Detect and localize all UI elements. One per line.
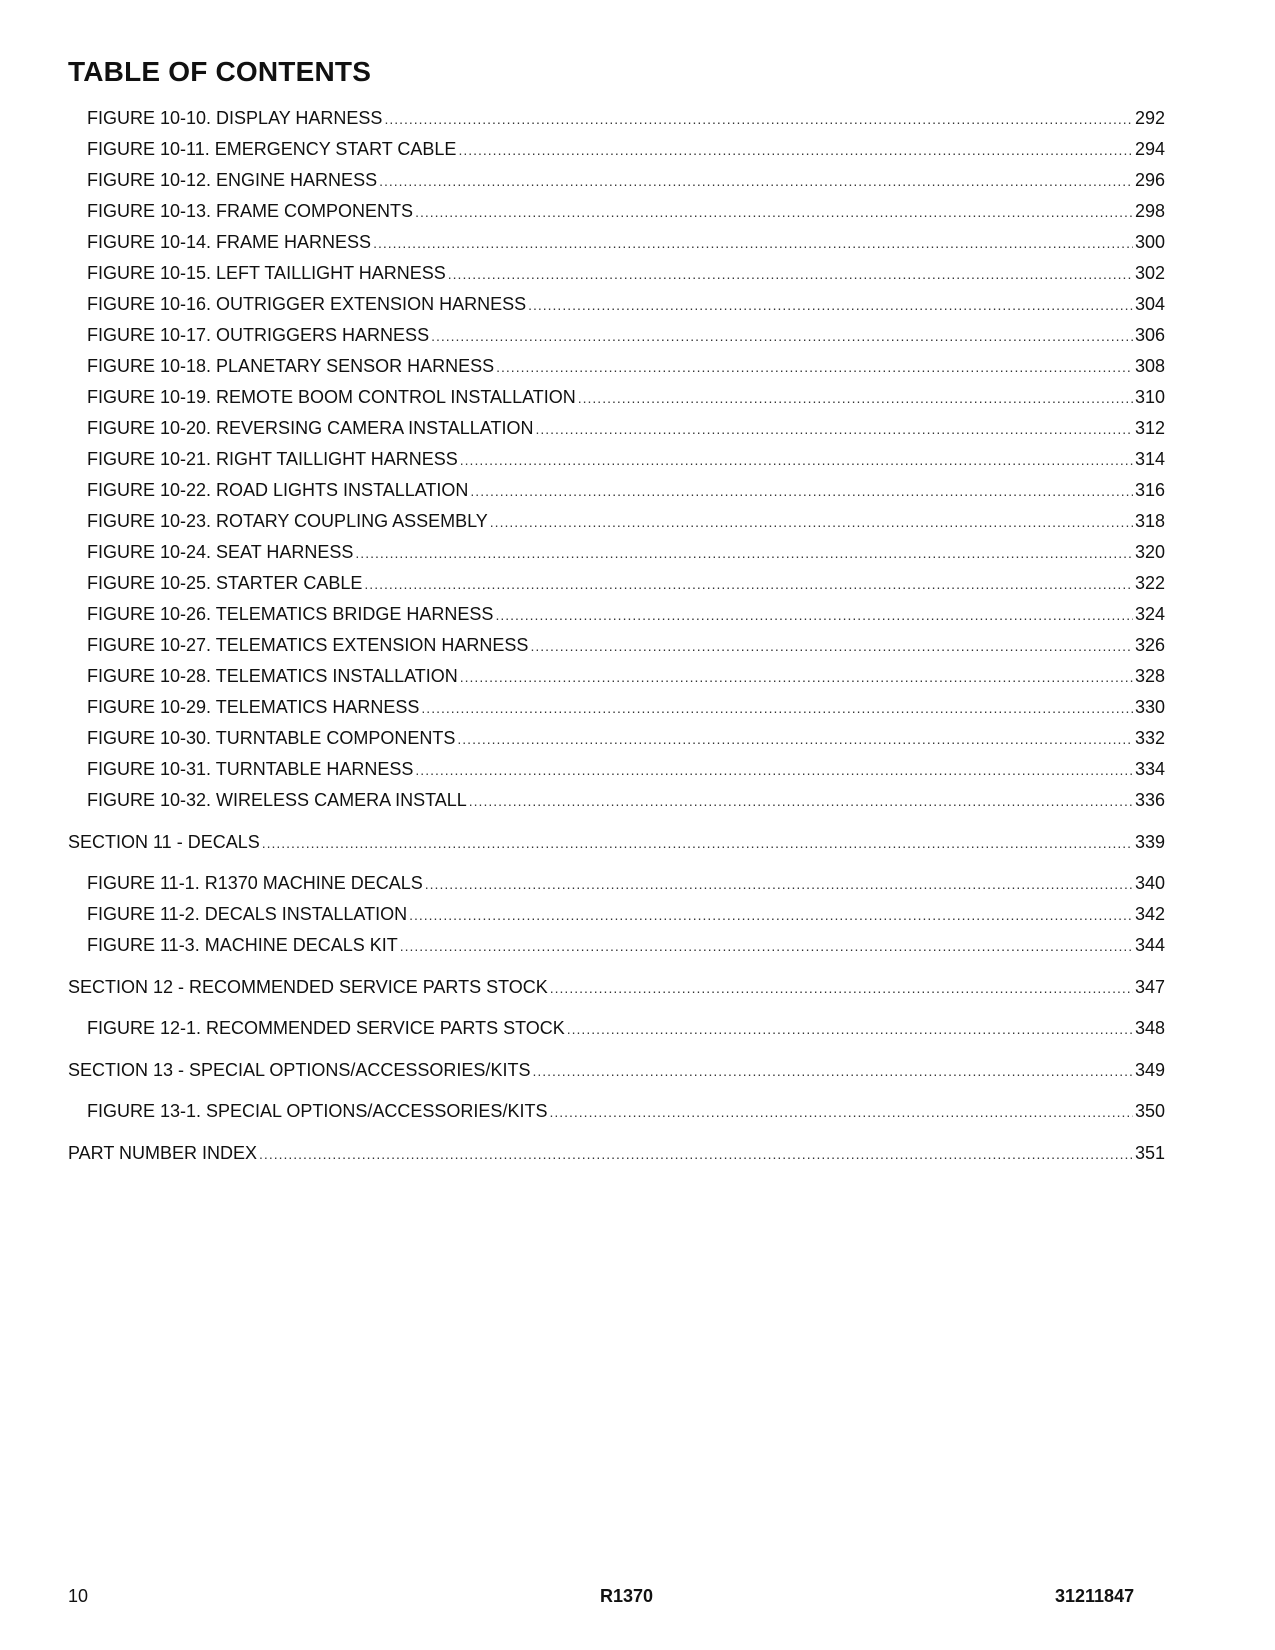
toc-section[interactable] [68,975,1165,1000]
toc-entry-label: FIGURE 10-14. FRAME HARNESS [87,232,372,252]
toc-section[interactable] [68,1141,1165,1166]
footer-model: R1370 [600,1586,654,1606]
toc-entry-label: FIGURE 10-32. WIRELESS CAMERA INSTALL [87,790,467,810]
toc-entry-page: 326 [1134,635,1165,655]
toc-entry-label: FIGURE 10-10. DISPLAY HARNESS [87,108,383,128]
toc-entry-label: FIGURE 10-29. TELEMATICS HARNESS [87,697,420,717]
toc-entry[interactable] [87,571,1165,596]
dot-leader [355,541,1133,565]
toc-entry-page: 302 [1134,263,1165,283]
dot-leader [528,293,1133,317]
toc-entry-page: 292 [1134,108,1165,128]
toc-entry[interactable] [87,354,1165,379]
dot-leader [400,934,1133,958]
toc-section-label: SECTION 12 - RECOMMENDED SERVICE PARTS STOCK [68,977,548,997]
toc-entry[interactable] [87,1016,1165,1041]
toc-entry-page: 314 [1134,449,1165,469]
toc-entry[interactable] [87,230,1165,255]
toc-section[interactable] [68,1058,1165,1083]
toc-entry-page: 334 [1134,759,1165,779]
toc-entry-page: 312 [1134,418,1165,438]
toc-entry-label: FIGURE 10-28. TELEMATICS INSTALLATION [87,666,458,686]
toc-entry[interactable] [87,106,1165,131]
toc-entry-page: 294 [1134,139,1165,159]
toc-entry-page: 310 [1134,387,1165,407]
toc-entry-label: FIGURE 10-27. TELEMATICS EXTENSION HARNESS [87,635,529,655]
toc-entry-page: 328 [1134,666,1165,686]
toc-entry-page: 306 [1134,325,1165,345]
dot-leader [262,831,1133,855]
dot-leader [495,603,1133,627]
toc-entry-label: FIGURE 10-17. OUTRIGGERS HARNESS [87,325,430,345]
toc-entry-page: 300 [1134,232,1165,252]
dot-leader [364,572,1133,596]
toc-entry[interactable] [87,478,1165,503]
toc-entry[interactable] [87,933,1165,958]
dot-leader [490,510,1133,534]
dot-leader [379,169,1133,193]
toc-entry[interactable] [87,1099,1165,1124]
toc-entry-page: 318 [1134,511,1165,531]
footer-doc-number: 31211847 [1055,1586,1135,1606]
dot-leader [469,789,1133,813]
toc-section-page: 351 [1134,1143,1165,1163]
dot-leader [470,479,1133,503]
toc-entry-label: FIGURE 10-15. LEFT TAILLIGHT HARNESS [87,263,446,283]
toc-entry-label: FIGURE 10-21. RIGHT TAILLIGHT HARNESS [87,449,458,469]
toc-entry-label: FIGURE 13-1. SPECIAL OPTIONS/ACCESSORIES/KITS [87,1101,548,1121]
toc-section-page: 339 [1134,832,1165,852]
toc-entry-page: 342 [1134,904,1165,924]
toc-section-page: 349 [1134,1060,1165,1080]
toc-entry-page: 332 [1134,728,1165,748]
toc-entry[interactable] [87,385,1165,410]
toc-entry-page: 298 [1134,201,1165,221]
toc-entry-page: 320 [1134,542,1165,562]
dot-leader [550,976,1133,1000]
toc-entry-label: FIGURE 10-11. EMERGENCY START CABLE [87,139,457,159]
toc-entry-label: FIGURE 10-20. REVERSING CAMERA INSTALLATION [87,418,534,438]
toc-section[interactable] [68,830,1165,855]
toc-entry-page: 308 [1134,356,1165,376]
dot-leader [496,355,1133,379]
toc-section-label: SECTION 13 - SPECIAL OPTIONS/ACCESSORIES/KITS [68,1060,531,1080]
toc-entry[interactable] [87,633,1165,658]
toc-entry-label: FIGURE 10-18. PLANETARY SENSOR HARNESS [87,356,495,376]
toc-entry[interactable] [87,788,1165,813]
toc-entry[interactable] [87,168,1165,193]
toc-entry[interactable] [87,695,1165,720]
toc-entry-label: FIGURE 10-26. TELEMATICS BRIDGE HARNESS [87,604,494,624]
toc-entry[interactable] [87,261,1165,286]
toc-entry[interactable] [87,292,1165,317]
toc-entry-label: FIGURE 12-1. RECOMMENDED SERVICE PARTS STOCK [87,1018,565,1038]
toc-entry-label: FIGURE 10-12. ENGINE HARNESS [87,170,378,190]
toc-entry-label: FIGURE 10-30. TURNTABLE COMPONENTS [87,728,456,748]
toc-entry-label: FIGURE 10-25. STARTER CABLE [87,573,363,593]
toc-entry[interactable] [87,902,1165,927]
dot-leader [530,634,1133,658]
toc-entry[interactable] [87,757,1165,782]
toc-entry[interactable] [87,199,1165,224]
toc-entry[interactable] [87,664,1165,689]
dot-leader [259,1142,1133,1166]
toc-entry-page: 330 [1134,697,1165,717]
toc-entry[interactable] [87,509,1165,534]
dot-leader [448,262,1133,286]
dot-leader [460,665,1133,689]
toc-entry[interactable] [87,416,1165,441]
toc-entry-page: 304 [1134,294,1165,314]
dot-leader [431,324,1133,348]
toc-entry-page: 348 [1134,1018,1165,1038]
toc-section-label: SECTION 11 - DECALS [68,832,260,852]
dot-leader [425,872,1133,896]
toc-entry-page: 322 [1134,573,1165,593]
toc-entry-label: FIGURE 10-13. FRAME COMPONENTS [87,201,414,221]
dot-leader [421,696,1133,720]
toc-entry-label: FIGURE 11-2. DECALS INSTALLATION [87,904,408,924]
dot-leader [415,200,1133,224]
dot-leader [457,727,1133,751]
dot-leader [373,231,1133,255]
toc-entry[interactable] [87,602,1165,627]
toc-entry[interactable] [87,447,1165,472]
dot-leader [458,138,1133,162]
toc-entry-label: FIGURE 11-1. R1370 MACHINE DECALS [87,873,423,893]
toc-entry[interactable] [87,726,1165,751]
toc-entry-label: FIGURE 11-3. MACHINE DECALS KIT [87,935,398,955]
toc-entry-page: 324 [1134,604,1165,624]
dot-leader [415,758,1133,782]
page-title: TABLE OF CONTENTS [68,56,372,87]
toc-entry[interactable] [87,540,1165,565]
dot-leader [384,107,1133,131]
dot-leader [567,1017,1133,1041]
toc-entry[interactable] [87,137,1165,162]
toc-entry-page: 344 [1134,935,1165,955]
toc-entry-page: 316 [1134,480,1165,500]
dot-leader [549,1100,1133,1124]
toc-entry[interactable] [87,323,1165,348]
dot-leader [409,903,1133,927]
dot-leader [532,1059,1133,1083]
toc-entry-page: 296 [1134,170,1165,190]
toc-section-label: PART NUMBER INDEX [68,1143,258,1163]
toc-entry-label: FIGURE 10-31. TURNTABLE HARNESS [87,759,414,779]
toc-entry-page: 340 [1134,873,1165,893]
dot-leader [460,448,1133,472]
toc-entry-label: FIGURE 10-24. SEAT HARNESS [87,542,354,562]
dot-leader [578,386,1133,410]
toc-section-page: 347 [1134,977,1165,997]
toc-entry-page: 350 [1134,1101,1165,1121]
dot-leader [535,417,1133,441]
toc-entry-page: 336 [1134,790,1165,810]
toc-entry[interactable] [87,871,1165,896]
toc-entry-label: FIGURE 10-19. REMOTE BOOM CONTROL INSTALLATION [87,387,576,407]
toc-entry-label: FIGURE 10-23. ROTARY COUPLING ASSEMBLY [87,511,488,531]
toc-entry-label: FIGURE 10-22. ROAD LIGHTS INSTALLATION [87,480,469,500]
toc-entry-label: FIGURE 10-16. OUTRIGGER EXTENSION HARNESS [87,294,527,314]
footer-page-number: 10 [68,1586,89,1606]
